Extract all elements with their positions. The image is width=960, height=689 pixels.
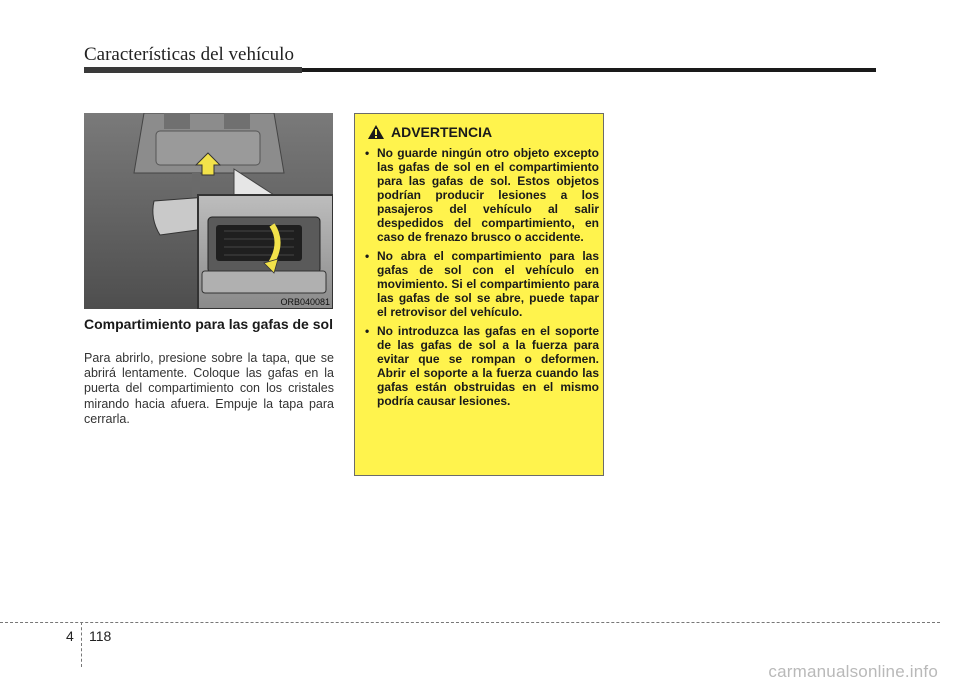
page-number: 118 bbox=[89, 628, 112, 644]
header-rule bbox=[84, 68, 876, 72]
figure-code: ORB040081 bbox=[280, 297, 330, 307]
footer-divider bbox=[81, 622, 82, 667]
warning-box bbox=[354, 113, 604, 476]
section-heading: Compartimiento para las gafas de sol bbox=[84, 316, 333, 332]
warning-title: ADVERTENCIA bbox=[391, 124, 493, 140]
sunglass-holder-figure bbox=[84, 113, 333, 309]
watermark: carmanualsonline.info bbox=[768, 662, 938, 681]
warning-item: • No guarde ningún otro objeto excepto las gafas de sol en el compartimiento para las gafas de sol. Estos objetos podrían producir lesiones a los pasajeros del vehículo al salir despedidos del compartimiento, en caso de frenazo brusco o accidente. bbox=[365, 146, 599, 244]
page-header-title: Características del vehículo bbox=[84, 44, 294, 65]
sunglass-holder-illustration bbox=[84, 113, 333, 309]
footer-rule bbox=[0, 622, 940, 623]
section-body: Para abrirlo, presione sobre la tapa, que se abrirá lentamente. Coloque las gafas en la puerta del compartimiento con los cristales mirando hacia afuera. Empuje la tapa para cerrarla. bbox=[84, 351, 334, 426]
chapter-number: 4 bbox=[66, 628, 74, 644]
warning-item: • No abra el compartimiento para las gafas de sol con el vehículo en movimiento. Si el compartimiento para las gafas de sol se abre, puede tapar el retrovisor del vehículo. bbox=[365, 249, 599, 319]
warning-list bbox=[365, 146, 599, 413]
warning-item: • No introduzca las gafas en el soporte de las gafas de sol a la fuerza para evitar que se rompan o deformen. Abrir el soporte a la fuerza cuando las gafas están obstruidas en el mismo podría causar lesiones. bbox=[365, 324, 599, 408]
warning-triangle-icon bbox=[367, 124, 385, 140]
warning-header bbox=[367, 124, 492, 140]
